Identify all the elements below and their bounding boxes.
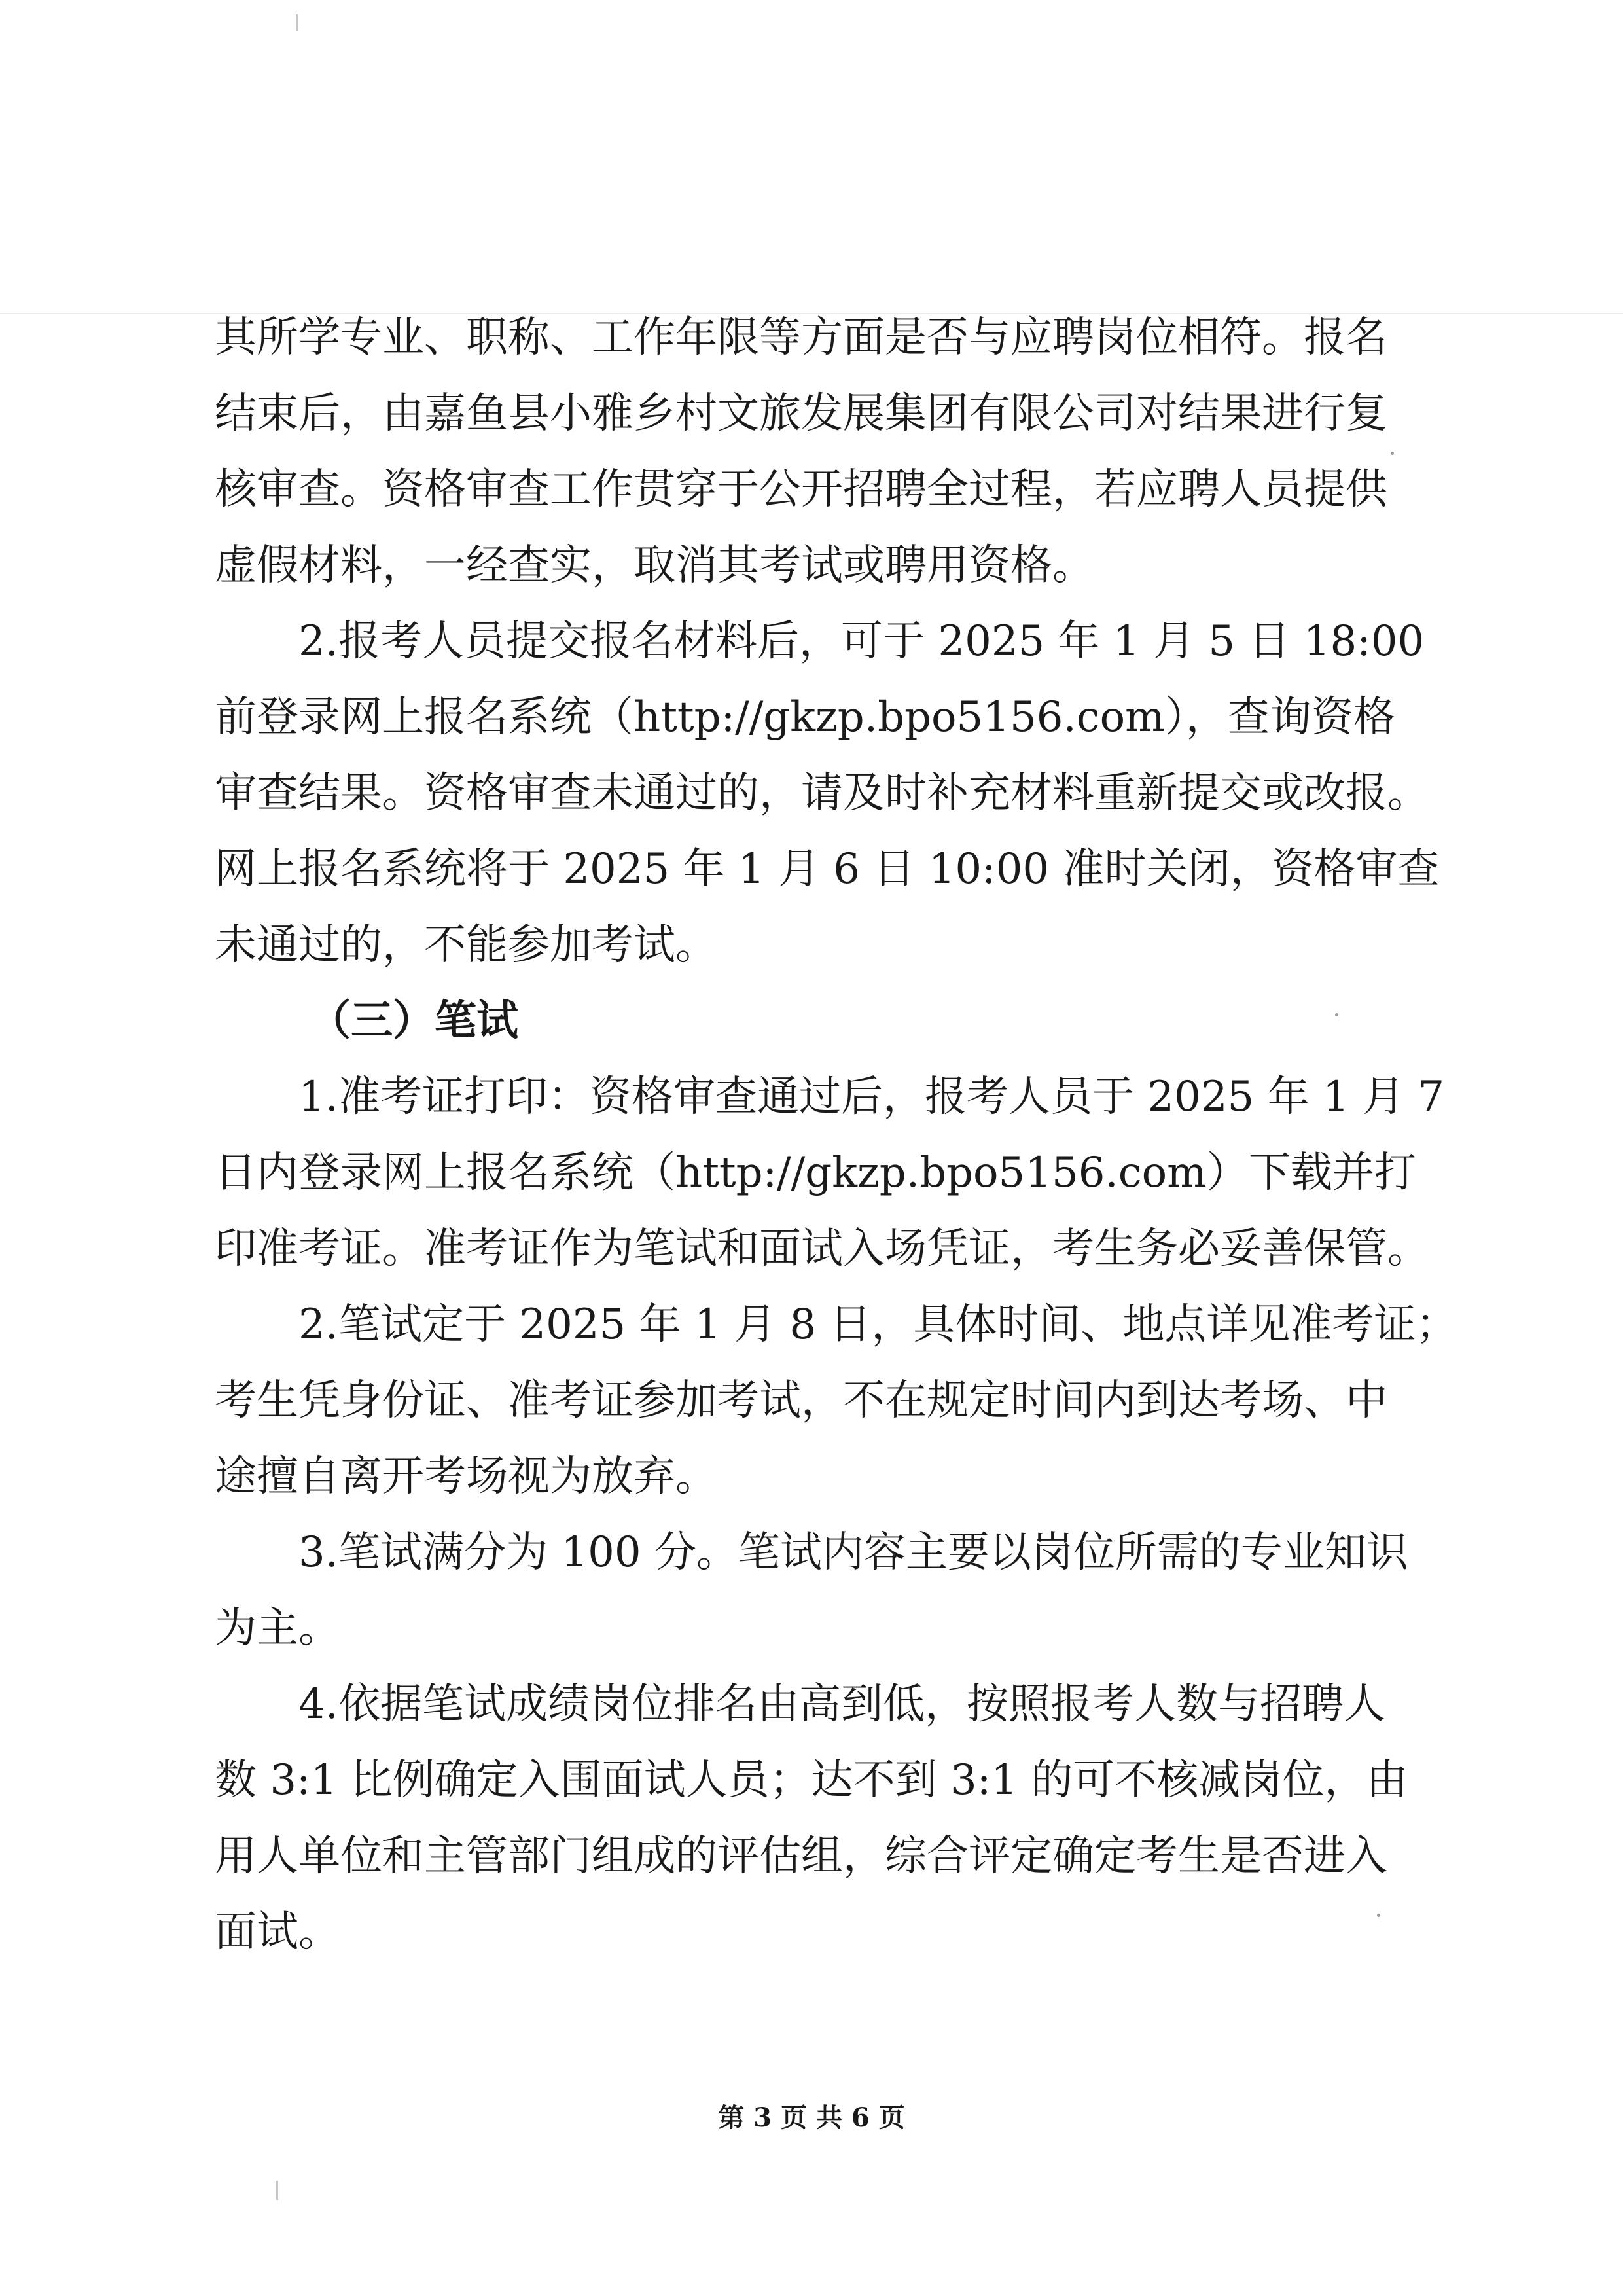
body-line: 数 3:1 比例确定入围面试人员；达不到 3:1 的可不核减岗位，由 <box>215 1756 1408 1804</box>
paragraph-start: 1.准考证打印：资格审查通过后，报考人员于 2025 年 1 月 7 <box>298 1073 1445 1121</box>
body-line: 结束后，由嘉鱼县小雅乡村文旅发展集团有限公司对结果进行复 <box>215 389 1387 438</box>
body-line: 虚假材料，一经查实，取消其考试或聘用资格。 <box>215 541 1094 590</box>
page-number-footer: 第 3 页 共 6 页 <box>718 2102 905 2133</box>
body-line: 核审查。资格审查工作贯穿于公开招聘全过程，若应聘人员提供 <box>215 465 1387 514</box>
paragraph-start: 2.报考人员提交报名材料后，可于 2025 年 1 月 5 日 18:00 <box>298 617 1425 666</box>
body-line: 用人单位和主管部门组成的评估组，综合评定确定考生是否进入 <box>215 1832 1387 1880</box>
body-line: 未通过的，不能参加考试。 <box>215 921 717 969</box>
body-line: 印准考证。准考证作为笔试和面试入场凭证，考生务必妥善保管。 <box>215 1225 1429 1273</box>
scan-mark-top <box>296 14 298 31</box>
body-line: 网上报名系统将于 2025 年 1 月 6 日 10:00 准时关闭，资格审查 <box>215 845 1440 893</box>
scan-mark-bottom <box>276 2181 278 2200</box>
body-line: 为主。 <box>215 1604 340 1653</box>
paragraph-start: 3.笔试满分为 100 分。笔试内容主要以岗位所需的专业知识 <box>298 1528 1408 1577</box>
body-line: 审查结果。资格审查未通过的，请及时补充材料重新提交或改报。 <box>215 769 1429 817</box>
paragraph-start: 2.笔试定于 2025 年 1 月 8 日，具体时间、地点详见准考证； <box>298 1300 1458 1349</box>
body-line: 考生凭身份证、准考证参加考试，不在规定时间内到达考场、中 <box>215 1376 1387 1425</box>
body-line: 途擅自离开考场视为放弃。 <box>215 1452 717 1501</box>
document-body <box>215 300 1458 1970</box>
paragraph-start: 4.依据笔试成绩岗位排名由高到低，按照报考人数与招聘人 <box>298 1680 1386 1729</box>
body-line: 前登录网上报名系统（http://gkzp.bpo5156.com），查询资格 <box>215 693 1395 742</box>
body-line: 面试。 <box>215 1908 340 1956</box>
body-line: 其所学专业、职称、工作年限等方面是否与应聘岗位相符。报名 <box>215 314 1387 362</box>
body-line: 日内登录网上报名系统（http://gkzp.bpo5156.com）下载并打 <box>215 1149 1416 1197</box>
section-heading: （三）笔试 <box>309 996 518 1045</box>
